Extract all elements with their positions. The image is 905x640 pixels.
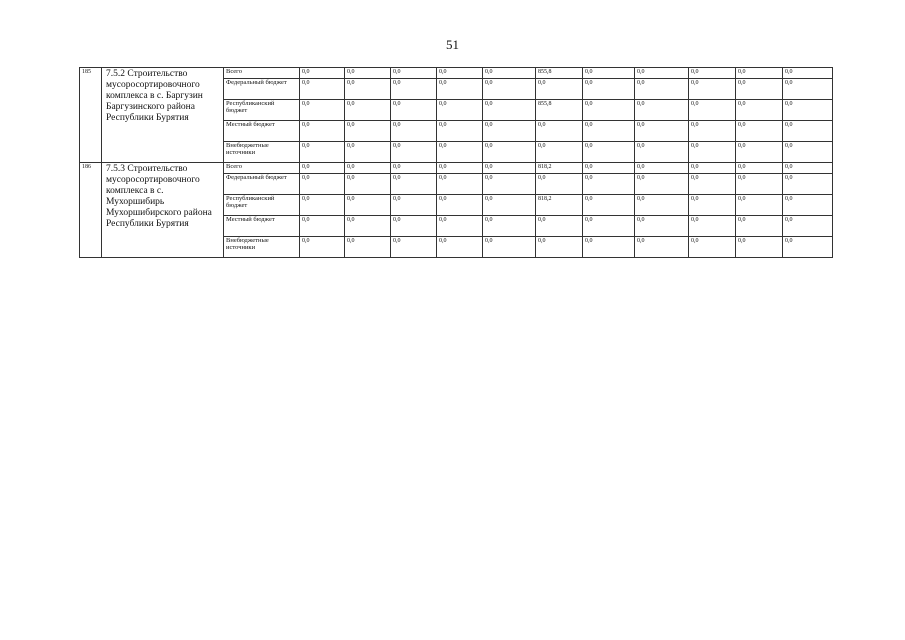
funding-value: 0,0 (783, 100, 833, 121)
funding-value: 0,0 (689, 68, 736, 79)
funding-value: 0,0 (391, 216, 437, 237)
funding-value: 0,0 (483, 163, 536, 174)
funding-value: 0,0 (536, 121, 583, 142)
funding-value: 0,0 (635, 195, 689, 216)
funding-value: 0,0 (300, 216, 345, 237)
funding-value: 0,0 (300, 237, 345, 258)
funding-value: 0,0 (391, 174, 437, 195)
funding-value: 0,0 (483, 68, 536, 79)
funding-value: 0,0 (783, 121, 833, 142)
funding-value: 0,0 (345, 68, 391, 79)
funding-value: 0,0 (635, 121, 689, 142)
funding-value: 0,0 (536, 174, 583, 195)
funding-value: 0,0 (437, 79, 483, 100)
funding-value: 0,0 (736, 195, 783, 216)
funding-value: 0,0 (635, 174, 689, 195)
funding-value: 0,0 (736, 100, 783, 121)
funding-value: 0,0 (300, 121, 345, 142)
funding-value: 0,0 (483, 121, 536, 142)
funding-value: 0,0 (635, 142, 689, 163)
funding-value: 0,0 (689, 174, 736, 195)
funding-source: Республиканский бюджет (224, 195, 300, 216)
funding-value: 0,0 (783, 174, 833, 195)
funding-value: 0,0 (783, 68, 833, 79)
funding-value: 0,0 (583, 163, 635, 174)
funding-value: 0,0 (783, 216, 833, 237)
funding-value: 0,0 (300, 79, 345, 100)
funding-value: 0,0 (437, 237, 483, 258)
funding-source: Внебюджетные источники (224, 142, 300, 163)
funding-value: 0,0 (300, 174, 345, 195)
funding-value: 0,0 (483, 195, 536, 216)
funding-value: 0,0 (483, 142, 536, 163)
funding-value: 0,0 (345, 237, 391, 258)
funding-value: 0,0 (300, 142, 345, 163)
funding-value: 0,0 (345, 100, 391, 121)
funding-source: Федеральный бюджет (224, 79, 300, 100)
funding-source: Всего (224, 68, 300, 79)
funding-value: 0,0 (345, 216, 391, 237)
funding-value: 0,0 (783, 142, 833, 163)
funding-value: 855,8 (536, 100, 583, 121)
funding-value: 0,0 (437, 100, 483, 121)
funding-value: 0,0 (391, 195, 437, 216)
funding-value: 0,0 (391, 142, 437, 163)
funding-source: Всего (224, 163, 300, 174)
page-number: 51 (446, 37, 459, 52)
funding-value: 0,0 (583, 100, 635, 121)
funding-value: 0,0 (689, 121, 736, 142)
funding-value: 0,0 (583, 121, 635, 142)
funding-value: 0,0 (736, 216, 783, 237)
funding-value: 0,0 (437, 68, 483, 79)
funding-value: 0,0 (437, 195, 483, 216)
funding-value: 0,0 (345, 121, 391, 142)
funding-value: 0,0 (635, 216, 689, 237)
funding-value: 0,0 (391, 68, 437, 79)
funding-value: 0,0 (391, 79, 437, 100)
funding-value: 0,0 (437, 163, 483, 174)
funding-value: 0,0 (345, 79, 391, 100)
funding-value: 0,0 (583, 237, 635, 258)
funding-value: 855,8 (536, 68, 583, 79)
funding-source: Федеральный бюджет (224, 174, 300, 195)
funding-value: 0,0 (536, 142, 583, 163)
funding-value: 0,0 (583, 68, 635, 79)
funding-value: 0,0 (437, 121, 483, 142)
funding-value: 0,0 (391, 121, 437, 142)
row-number: 185 (80, 68, 102, 163)
row-number: 186 (80, 163, 102, 258)
funding-value: 0,0 (437, 174, 483, 195)
funding-value: 0,0 (536, 216, 583, 237)
funding-value: 0,0 (391, 237, 437, 258)
funding-value: 0,0 (583, 174, 635, 195)
funding-value: 0,0 (689, 216, 736, 237)
funding-value: 0,0 (583, 216, 635, 237)
funding-value: 0,0 (300, 100, 345, 121)
funding-value: 0,0 (437, 216, 483, 237)
funding-source: Республиканский бюджет (224, 100, 300, 121)
funding-value: 0,0 (689, 79, 736, 100)
funding-value: 818,2 (536, 163, 583, 174)
funding-value: 0,0 (583, 195, 635, 216)
funding-value: 0,0 (483, 79, 536, 100)
funding-value: 0,0 (583, 142, 635, 163)
funding-value: 0,0 (345, 163, 391, 174)
funding-value: 0,0 (689, 163, 736, 174)
funding-source: Внебюджетные источники (224, 237, 300, 258)
funding-value: 0,0 (536, 237, 583, 258)
project-title: 7.5.2 Строительство мусоросортировочного комплекса в с. Баргузин Баргузинского района Республики Бурятия (102, 68, 224, 163)
funding-value: 0,0 (689, 100, 736, 121)
funding-value: 0,0 (483, 216, 536, 237)
funding-value: 0,0 (736, 163, 783, 174)
funding-value: 818,2 (536, 195, 583, 216)
funding-value: 0,0 (391, 163, 437, 174)
table-row (80, 163, 833, 174)
funding-value: 0,0 (635, 163, 689, 174)
funding-value: 0,0 (736, 142, 783, 163)
funding-value: 0,0 (300, 163, 345, 174)
funding-value: 0,0 (345, 195, 391, 216)
project-title: 7.5.3 Строительство мусоросортировочного комплекса в с. Мухоршибирь Мухоршибирского района Республики Бурятия (102, 163, 224, 258)
funding-source: Местный бюджет (224, 121, 300, 142)
funding-value: 0,0 (635, 68, 689, 79)
funding-value: 0,0 (689, 195, 736, 216)
table-row (80, 68, 833, 79)
funding-value: 0,0 (483, 237, 536, 258)
funding-value: 0,0 (736, 79, 783, 100)
funding-value: 0,0 (635, 100, 689, 121)
funding-value: 0,0 (736, 237, 783, 258)
funding-source: Местный бюджет (224, 216, 300, 237)
funding-value: 0,0 (437, 142, 483, 163)
funding-value: 0,0 (689, 237, 736, 258)
funding-value: 0,0 (635, 237, 689, 258)
funding-value: 0,0 (689, 142, 736, 163)
funding-value: 0,0 (736, 121, 783, 142)
funding-value: 0,0 (736, 174, 783, 195)
budget-table (79, 67, 833, 258)
funding-value: 0,0 (345, 142, 391, 163)
funding-value: 0,0 (783, 79, 833, 100)
funding-value: 0,0 (783, 195, 833, 216)
funding-value: 0,0 (391, 100, 437, 121)
funding-value: 0,0 (783, 163, 833, 174)
funding-value: 0,0 (635, 79, 689, 100)
funding-value: 0,0 (483, 174, 536, 195)
funding-value: 0,0 (536, 79, 583, 100)
funding-value: 0,0 (583, 79, 635, 100)
funding-value: 0,0 (783, 237, 833, 258)
funding-value: 0,0 (300, 68, 345, 79)
funding-value: 0,0 (345, 174, 391, 195)
funding-value: 0,0 (483, 100, 536, 121)
funding-value: 0,0 (300, 195, 345, 216)
funding-value: 0,0 (736, 68, 783, 79)
